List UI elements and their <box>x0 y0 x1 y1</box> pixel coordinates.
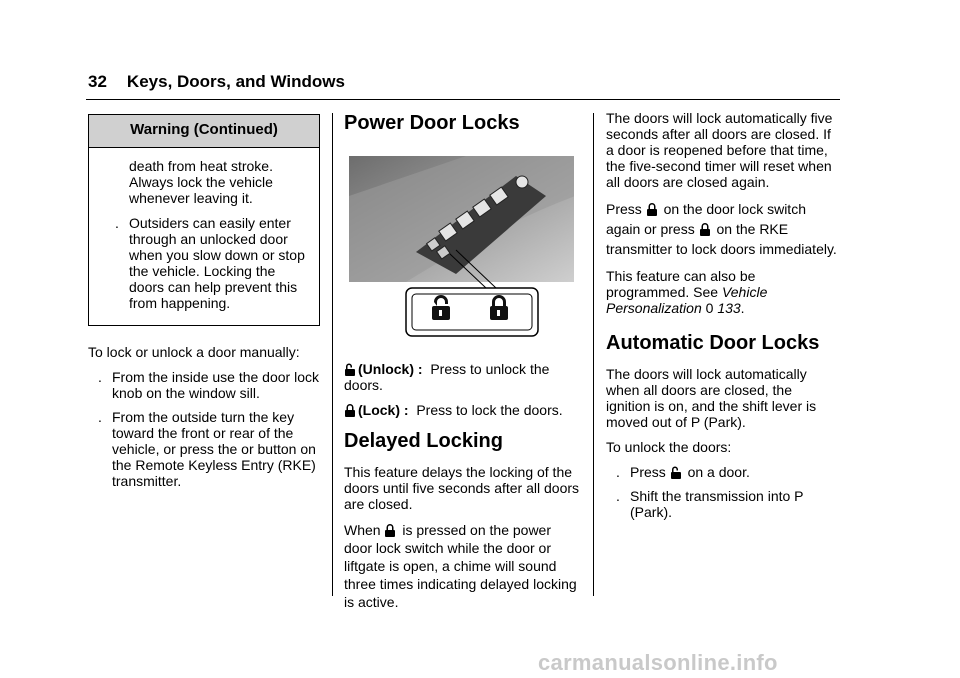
unlock-desc: Press to unlock the doors. <box>344 361 550 393</box>
lock-icon <box>699 223 711 236</box>
press-lock-paragraph <box>606 199 840 259</box>
list-item <box>88 369 320 401</box>
column-1 <box>88 100 320 497</box>
bullet-mark: . <box>98 409 102 425</box>
delayed-paragraph-1: This feature delays the locking of the doors until five seconds after all doors are closed. <box>344 464 580 512</box>
press-text-end: on the RKE transmitter to lock doors immediately. <box>606 221 837 257</box>
page-ref-arrow: 0 <box>705 300 714 316</box>
vehicle-personalization-link[interactable]: Vehicle Personalization <box>606 284 768 316</box>
page-ref-number[interactable]: 133 <box>717 300 741 316</box>
programming-paragraph <box>606 268 840 316</box>
lock-term: (Lock) : <box>358 402 409 418</box>
warning-body <box>89 148 319 325</box>
period: . <box>740 300 745 316</box>
press-text-mid: on the door lock switch again or press <box>606 201 806 237</box>
automatic-paragraph-1: The doors will lock automatically when all doors are closed, the ignition is on, and the shift lever is moved out of P (Park). <box>606 366 817 430</box>
watermark: carmanualsonline.info <box>538 650 778 675</box>
column-divider-2 <box>593 113 594 596</box>
column-3 <box>606 110 840 528</box>
lock-icon <box>646 203 658 216</box>
list-item-press: Press <box>630 464 666 480</box>
lock-desc: Press to lock the doors. <box>416 402 563 418</box>
column-divider-1 <box>332 113 333 596</box>
automatic-paragraph-2: To unlock the doors: <box>606 439 732 455</box>
door-lock-switch-illustration <box>346 156 574 344</box>
delayed-locking-heading: Delayed Locking <box>344 430 503 452</box>
list-item-text <box>630 464 840 480</box>
auto-lock-paragraph: The doors will lock automatically five seconds after all doors are closed. If a door is reopened before that time, the five-second timer will reset when all doors are closed again. <box>606 110 833 190</box>
warning-bullet <box>89 215 307 311</box>
delayed-p2-rest: is pressed on the power door lock switch while the door or liftgate is open, a chime will sound three times indicating delayed locking is active. <box>344 522 577 610</box>
press-text: Press <box>606 201 642 217</box>
bullet-mark: . <box>115 215 119 231</box>
unlock-icon <box>670 466 682 479</box>
unlock-description <box>344 361 580 393</box>
power-door-locks-heading: Power Door Locks <box>344 112 520 134</box>
column-2 <box>344 100 580 620</box>
chapter-title: Keys, Doors, and Windows <box>126 72 345 91</box>
delayed-p2-start: When <box>344 522 381 538</box>
lock-icon <box>344 404 356 417</box>
manual-lock-intro: To lock or unlock a door manually: <box>88 344 300 360</box>
unlock-term: (Unlock) : <box>358 361 423 377</box>
list-item-text: From the outside turn the key toward the front or rear of the vehicle, or press the or button on the Remote Keyless Entry (RKE) transmitter. <box>112 409 316 489</box>
warning-title: Warning (Continued) <box>89 115 319 148</box>
bullet-mark: . <box>98 369 102 385</box>
unlock-icon <box>344 363 356 376</box>
page-number: 32 <box>88 72 107 91</box>
list-item <box>88 409 320 489</box>
delayed-paragraph-2 <box>344 521 580 611</box>
automatic-door-locks-heading: Automatic Door Locks <box>606 332 820 354</box>
bullet-mark: . <box>616 488 620 504</box>
page-header <box>88 72 345 92</box>
list-item-text: Shift the transmission into P (Park). <box>630 488 804 520</box>
warning-continuation: death from heat stroke. Always lock the vehicle whenever leaving it. <box>129 158 273 206</box>
bullet-mark: . <box>616 464 620 480</box>
list-item <box>606 488 840 520</box>
lock-description <box>344 402 580 418</box>
list-item <box>606 464 840 480</box>
list-item-rest: on a door. <box>687 464 750 480</box>
programming-text: This feature can also be programmed. See <box>606 268 756 300</box>
warning-box <box>88 114 320 326</box>
warning-bullet-text: Outsiders can easily enter through an unlocked door when you slow down or stop the vehicle. Locking the doors can help prevent this from happening. <box>129 215 305 311</box>
list-item-text: From the inside use the door lock knob on the window sill. <box>112 369 319 401</box>
lock-icon <box>384 524 396 537</box>
